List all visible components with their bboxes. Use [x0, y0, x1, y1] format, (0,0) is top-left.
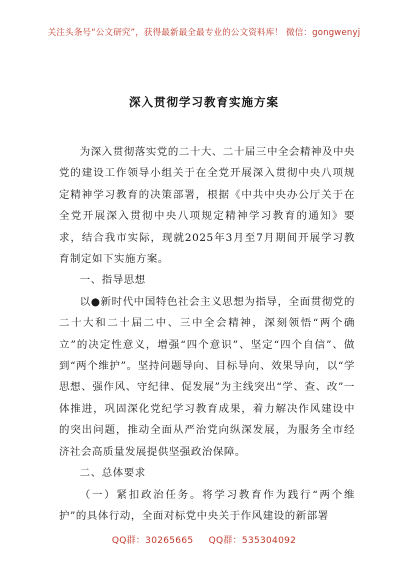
footer-qq-group-1: QQ群：30265665	[111, 536, 194, 546]
section-heading-general-requirements: 二、总体要求	[79, 467, 146, 480]
footer-qq-groups	[0, 533, 408, 546]
intro-paragraph: 为深入贯彻落实党的二十大、二十届三中全会精神及中央党的建设工作领导小组关于在全党开展深入贯彻中央八项规定精神学习教育的决策部署，根据《中共中央办公厅关于在全党开展深入贯彻中央八项规定精神学习教育的通知》要求，结合我市实际，现就2025年3月至7月期间开展学习教育制定如下实施方案。	[59, 146, 355, 266]
guiding-ideology-paragraph: 以●新时代中国特色社会主义思想为指导，全面贯彻党的二十大和二十届二中、三中全会精神，深刻领悟“两个确立”的决定性意义，增强“四个意识”、坚定“四个自信”、做到“两个维护”。坚持问题导向、目标导向、效果导向，以“学思想、强作风、守纪律、促发展”为主线突出“学、查、改”一体推进，巩固深化党纪学习教育成果，着力解决作风建设中的突出问题，推动全面从严治党向纵深发展，为服务全市经济社会高质量发展提供坚强政治保障。	[59, 295, 355, 458]
section-heading-guiding-ideology: 一、指导思想	[79, 274, 146, 287]
footer-qq-group-2: QQ群：535304092	[208, 536, 297, 546]
requirement-item-1: （一）紧扣政治任务。将学习教育作为践行“两个维护”的具体行动，全面对标党中央关于作风建设的新部署	[59, 488, 355, 522]
document-title: 深入贯彻学习教育实施方案	[129, 95, 279, 109]
document-body	[59, 142, 355, 527]
header-notice: 关注头条号“公文研究”，获得最新最全最专业的公文资料库！ 微信：gongwenyj	[47, 28, 361, 38]
